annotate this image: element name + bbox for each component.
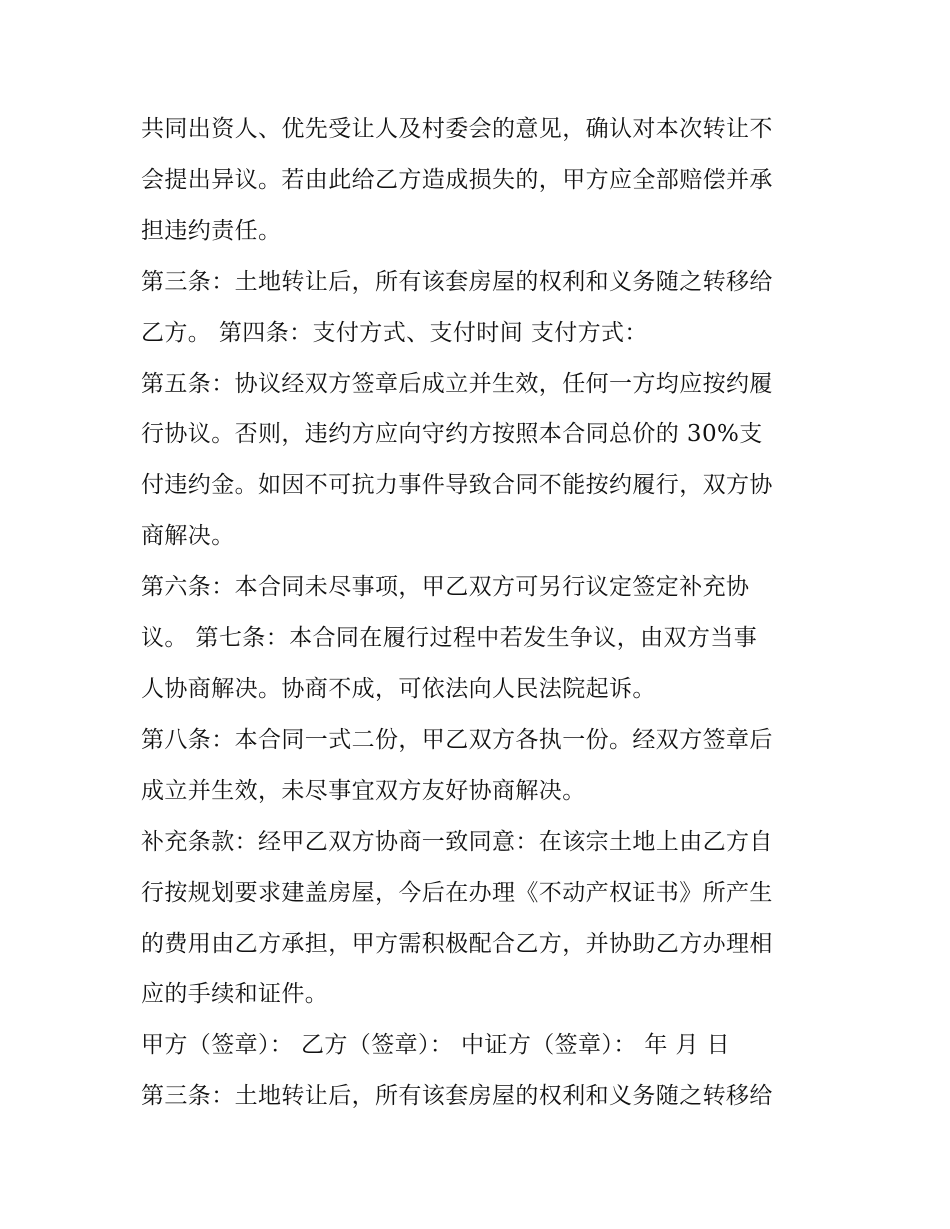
text-line: 第三条：土地转让后，所有该套房屋的权利和义务随之转移给	[141, 268, 773, 295]
text-line: 第三条：土地转让后，所有该套房屋的权利和义务随之转移给	[141, 1083, 773, 1110]
text-line: 付违约金。如因不可抗力事件导致合同不能按约履行，双方协	[141, 472, 773, 499]
text-line: 第八条：本合同一式二份，甲乙双方各执一份。经双方签章后	[141, 726, 773, 753]
text-line: 应的手续和证件。	[141, 981, 329, 1008]
signature-line: 甲方（签章）： 乙方（签章）： 中证方（签章）： 年 月 日	[141, 1032, 731, 1059]
text-line: 的费用由乙方承担，甲方需积极配合乙方，并协助乙方办理相	[141, 930, 773, 957]
text-line: 第六条：本合同未尽事项，甲乙双方可另行议定签定补充协	[141, 574, 750, 601]
text-line: 行按规划要求建盖房屋，今后在办理《不动产权证书》所产生	[141, 879, 773, 906]
text-line: 补充条款：经甲乙双方协商一致同意：在该宗土地上由乙方自	[141, 828, 773, 855]
text-line: 担违约责任。	[141, 217, 282, 244]
text-line: 行协议。否则，违约方应向守约方按照本合同总价的 30%支	[141, 421, 763, 448]
text-line: 共同出资人、优先受让人及村委会的意见，确认对本次转让不	[141, 116, 773, 142]
text-line: 乙方。 第四条：支付方式、支付时间 支付方式：	[141, 319, 648, 346]
text-line: 议。 第七条：本合同在履行过程中若发生争议，由双方当事	[141, 625, 758, 652]
document-page	[141, 104, 816, 1122]
text-line: 人协商解决。协商不成，可依法向人民法院起诉。	[141, 675, 656, 702]
text-line: 会提出异议。若由此给乙方造成损失的，甲方应全部赔偿并承	[141, 166, 773, 193]
text-line: 第五条：协议经双方签章后成立并生效，任何一方均应按约履	[141, 370, 773, 397]
text-line: 成立并生效，未尽事宜双方友好协商解决。	[141, 777, 586, 804]
text-line: 商解决。	[141, 523, 235, 550]
